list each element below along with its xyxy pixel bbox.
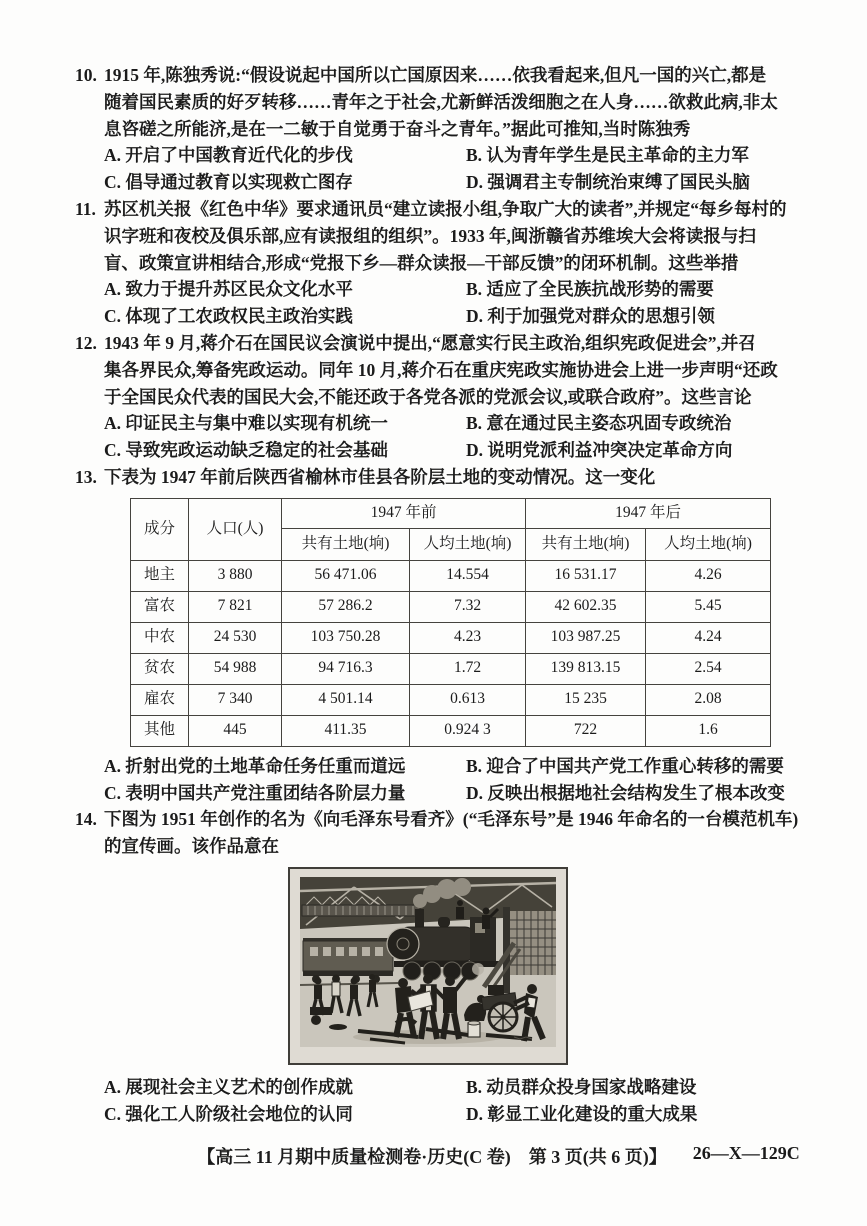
table-subheader-per-capita: 人均土地(垧) bbox=[646, 528, 771, 560]
table-cell: 722 bbox=[526, 715, 646, 746]
option-b: B. 意在通过民主姿态巩固专政统治 bbox=[466, 413, 732, 434]
option-d: D. 反映出根据地社会结构发生了根本改变 bbox=[466, 782, 785, 803]
question-number: 10. bbox=[75, 65, 97, 85]
stem-text: 下表为 1947 年前后陕西省榆林市佳县各阶层土地的变动情况。这一变化 bbox=[104, 466, 656, 487]
option-b: B. 迎合了中国共产党工作重心转移的需要 bbox=[466, 755, 784, 776]
question-stem-line: 集各界民众,筹备宪政运动。同年 10 月,蒋介石在重庆宪政实施协进会上进一步声明“还政 bbox=[104, 359, 778, 380]
table-cell: 94 716.3 bbox=[282, 653, 410, 684]
table-cell: 7.32 bbox=[410, 591, 526, 622]
option-a: A. 展现社会主义艺术的创作成就 bbox=[104, 1076, 353, 1097]
question-stem-line: 识字班和夜校及俱乐部,应有读报组的组织”。1933 年,闽浙赣省苏维埃大会将读报与扫 bbox=[104, 225, 756, 246]
table-cell: 2.54 bbox=[646, 653, 771, 684]
table-cell: 中农 bbox=[131, 622, 189, 653]
table-cell: 54 988 bbox=[189, 653, 282, 684]
table-cell: 4.26 bbox=[646, 560, 771, 591]
options-row bbox=[104, 437, 817, 464]
table-cell: 0.613 bbox=[410, 684, 526, 715]
options-row bbox=[104, 753, 817, 780]
option-d: D. 利于加强党对群众的思想引领 bbox=[466, 306, 715, 327]
table-cell: 3 880 bbox=[189, 560, 282, 591]
option-d: D. 强调君主专制统治束缚了国民头脑 bbox=[466, 172, 750, 193]
option-c: C. 导致宪政运动缺乏稳定的社会基础 bbox=[104, 440, 388, 461]
options-row bbox=[104, 780, 817, 807]
option-a: A. 致力于提升苏区民众文化水平 bbox=[104, 279, 353, 300]
question-stem-line: 息咨磋之所能济,是在一二敏于自觉勇于奋斗之青年。”据此可推知,当时陈独秀 bbox=[104, 118, 691, 139]
options-row bbox=[104, 276, 817, 303]
options-row bbox=[104, 1074, 817, 1101]
land-change-table bbox=[130, 498, 771, 747]
table-cell: 4.24 bbox=[646, 622, 771, 653]
table-header-population: 人口(人) bbox=[189, 498, 282, 560]
options-row bbox=[104, 303, 817, 330]
table-row bbox=[131, 622, 771, 653]
table-cell: 103 987.25 bbox=[526, 622, 646, 653]
option-a: A. 开启了中国教育近代化的步伐 bbox=[104, 145, 353, 166]
options-row bbox=[104, 410, 817, 437]
table-cell: 4.23 bbox=[410, 622, 526, 653]
question-10 bbox=[75, 62, 817, 196]
options-row bbox=[104, 142, 817, 169]
table-subheader-total-land: 共有土地(垧) bbox=[282, 528, 410, 560]
question-stem-line: 盲、政策宣讲相结合,形成“党报下乡—群众读报—干部反馈”的闭环机制。这些举措 bbox=[104, 252, 739, 273]
stem-text: 1943 年 9 月,蒋介石在国民议会演说中提出,“愿意实行民主政治,组织宪政促进会”,并召 bbox=[104, 332, 756, 353]
table-header-chengfen: 成分 bbox=[131, 498, 189, 560]
footer-title-page: 【高三 11 月期中质量检测卷·历史(C 卷) 第 3 页(共 6 页)】 bbox=[197, 1147, 667, 1167]
option-b: B. 认为青年学生是民主革命的主力军 bbox=[466, 145, 749, 166]
question-stem-line bbox=[75, 62, 817, 89]
question-stem-line bbox=[75, 464, 817, 491]
page-footer bbox=[0, 1143, 867, 1169]
option-d: D. 说明党派利益冲突决定革命方向 bbox=[466, 440, 733, 461]
table-cell: 5.45 bbox=[646, 591, 771, 622]
table-cell: 其他 bbox=[131, 715, 189, 746]
table-cell: 103 750.28 bbox=[282, 622, 410, 653]
option-c: C. 强化工人阶级社会地位的认同 bbox=[104, 1103, 353, 1124]
table-cell: 4 501.14 bbox=[282, 684, 410, 715]
table-cell: 7 340 bbox=[189, 684, 282, 715]
table-cell: 24 530 bbox=[189, 622, 282, 653]
question-stem-line bbox=[75, 330, 817, 357]
question-12 bbox=[75, 330, 817, 464]
table-cell: 16 531.17 bbox=[526, 560, 646, 591]
option-d: D. 彰显工业化建设的重大成果 bbox=[466, 1103, 698, 1124]
table-subheader-per-capita: 人均土地(垧) bbox=[410, 528, 526, 560]
option-c: C. 倡导通过教育以实现救亡图存 bbox=[104, 172, 353, 193]
table-cell: 57 286.2 bbox=[282, 591, 410, 622]
question-number: 12. bbox=[75, 332, 97, 353]
table-cell: 15 235 bbox=[526, 684, 646, 715]
table-header-before-1947: 1947 年前 bbox=[282, 498, 526, 528]
table-row bbox=[131, 715, 771, 746]
options-row bbox=[104, 1101, 817, 1128]
table-subheader-total-land: 共有土地(垧) bbox=[526, 528, 646, 560]
table-cell: 雇农 bbox=[131, 684, 189, 715]
table-cell: 42 602.35 bbox=[526, 591, 646, 622]
question-14 bbox=[75, 806, 817, 1127]
stem-text: 下图为 1951 年创作的名为《向毛泽东号看齐》(“毛泽东号”是 1946 年命名的一台模范机车) bbox=[104, 809, 799, 830]
question-stem-line bbox=[75, 196, 817, 223]
option-b: B. 动员群众投身国家战略建设 bbox=[466, 1076, 697, 1097]
table-cell: 1.6 bbox=[646, 715, 771, 746]
table-cell: 富农 bbox=[131, 591, 189, 622]
table-row bbox=[131, 684, 771, 715]
table-header-after-1947: 1947 年后 bbox=[526, 498, 771, 528]
options-row bbox=[104, 169, 817, 196]
table-cell: 139 813.15 bbox=[526, 653, 646, 684]
option-c: C. 表明中国共产党注重团结各阶层力量 bbox=[104, 782, 406, 803]
table-cell: 411.35 bbox=[282, 715, 410, 746]
table-row bbox=[131, 591, 771, 622]
question-stem-line: 于全国民众代表的国民大会,不能还政于各党各派的党派会议,或联合政府”。这些言论 bbox=[104, 386, 752, 407]
table-cell: 14.554 bbox=[410, 560, 526, 591]
table-cell: 地主 bbox=[131, 560, 189, 591]
option-a: A. 印证民主与集中难以实现有机统一 bbox=[104, 413, 388, 434]
table-cell: 贫农 bbox=[131, 653, 189, 684]
stem-text: 苏区机关报《红色中华》要求通讯员“建立读报小组,争取广大的读者”,并规定“每乡每村的 bbox=[104, 198, 787, 219]
table-cell: 445 bbox=[189, 715, 282, 746]
question-stem-line: 的宣传画。该作品意在 bbox=[104, 836, 279, 857]
table-cell: 0.924 3 bbox=[410, 715, 526, 746]
table-row bbox=[131, 560, 771, 591]
question-stem-line bbox=[75, 806, 817, 833]
stem-text: 1915 年,陈独秀说:“假设说起中国所以亡国原因来……依我看起来,但凡一国的兴亡,都是 bbox=[104, 65, 767, 85]
table-cell: 1.72 bbox=[410, 653, 526, 684]
option-a: A. 折射出党的土地革命任务任重而道远 bbox=[104, 755, 406, 776]
option-c: C. 体现了工农政权民主政治实践 bbox=[104, 306, 353, 327]
question-13 bbox=[75, 464, 817, 806]
table-cell: 7 821 bbox=[189, 591, 282, 622]
bucket bbox=[468, 1021, 480, 1037]
table-cell: 2.08 bbox=[646, 684, 771, 715]
question-stem-line: 随着国民素质的好歹转移……青年之于社会,尤新鲜活泼细胞之在人身……欲救此病,非太 bbox=[104, 91, 778, 112]
table-cell: 56 471.06 bbox=[282, 560, 410, 591]
exam-content bbox=[75, 62, 817, 1128]
question-number: 11. bbox=[75, 198, 96, 219]
table-row bbox=[131, 653, 771, 684]
locomotive-factory-illustration bbox=[300, 877, 556, 1047]
question-number: 13. bbox=[75, 466, 97, 487]
question-number: 14. bbox=[75, 809, 97, 830]
option-b: B. 适应了全民族抗战形势的需要 bbox=[466, 279, 714, 300]
propaganda-poster-image bbox=[288, 867, 568, 1065]
question-11 bbox=[75, 196, 817, 330]
footer-paper-code: 26—X—129C bbox=[692, 1143, 800, 1163]
